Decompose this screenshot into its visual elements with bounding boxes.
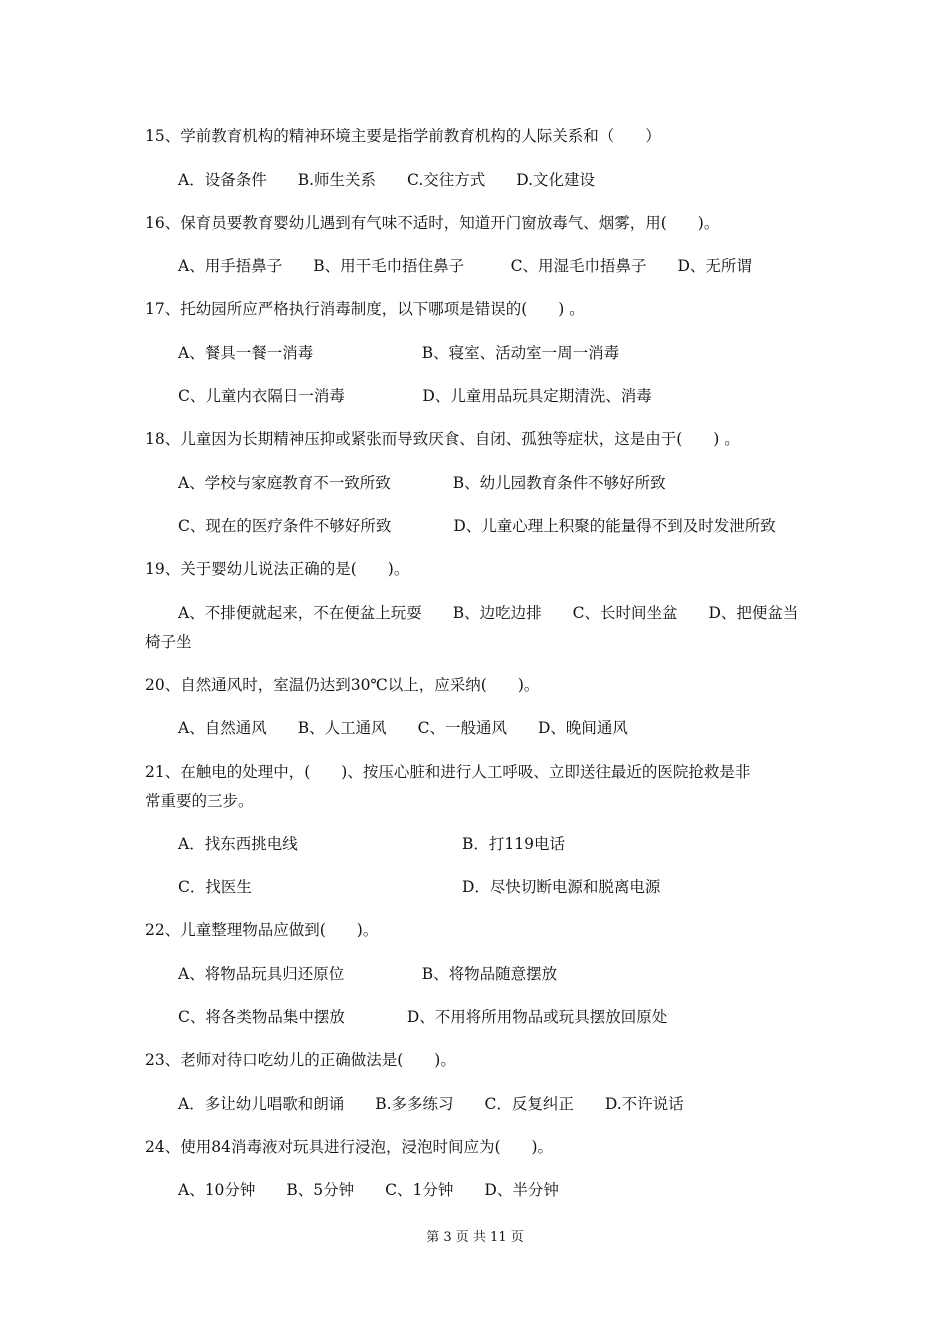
question-24: 24、使用84消毒液对玩具进行浸泡，浸泡时间应为( )。 — [145, 1138, 554, 1156]
options-18-cd: C、现在的医疗条件不够好所致 D、儿童心理上积聚的能量得不到及时发泄所致 — [178, 517, 776, 535]
option-21-d: D．尽快切断电源和脱离电源 — [462, 878, 661, 896]
options-22-cd: C、将各类物品集中摆放 D、不用将所用物品或玩具摆放回原处 — [178, 1008, 668, 1026]
option-21-b: B．打119电话 — [462, 835, 565, 853]
question-16: 16、保育员要教育婴幼儿遇到有气味不适时，知道开门窗放毒气、烟雾，用( )。 — [145, 214, 720, 232]
options-20: A、自然通风 B、人工通风 C、一般通风 D、晚间通风 — [178, 719, 628, 737]
question-21: 21、在触电的处理中，( )、按压心脏和进行人工呼吸、立即送往最近的医院抢救是非 — [145, 763, 751, 781]
options-17-ab: A、餐具一餐一消毒 B、寝室、活动室一周一消毒 — [178, 344, 620, 362]
options-24: A、10分钟 B、5分钟 C、1分钟 D、半分钟 — [178, 1181, 559, 1199]
question-19: 19、关于婴幼儿说法正确的是( )。 — [145, 560, 410, 578]
page-footer: 第 3 页 共 11 页 — [426, 1230, 524, 1245]
options-17-cd: C、儿童内衣隔日一消毒 D、儿童用品玩具定期清洗、消毒 — [178, 387, 652, 405]
question-22: 22、儿童整理物品应做到( )。 — [145, 921, 379, 939]
question-15: 15、学前教育机构的精神环境主要是指学前教育机构的人际关系和（ ） — [145, 127, 661, 145]
question-17: 17、托幼园所应严格执行消毒制度，以下哪项是错误的( ) 。 — [145, 300, 585, 318]
question-21-continued: 常重要的三步。 — [145, 792, 254, 810]
options-15: A．设备条件 B.师生关系 C.交往方式 D.文化建设 — [178, 171, 596, 189]
options-19-continued: 椅子坐 — [145, 633, 192, 651]
question-23: 23、老师对待口吃幼儿的正确做法是( )。 — [145, 1051, 456, 1069]
option-21-c: C．找医生 — [178, 878, 252, 896]
options-23: A．多让幼儿唱歌和朗诵 B.多多练习 C．反复纠正 D.不许说话 — [178, 1095, 684, 1113]
options-19: A、不排便就起来，不在便盆上玩耍 B、边吃边排 C、长时间坐盆 D、把便盆当 — [178, 604, 799, 622]
question-18: 18、儿童因为长期精神压抑或紧张而导致厌食、自闭、孤独等症状，这是由于( ) 。 — [145, 430, 740, 448]
option-21-a: A．找东西挑电线 — [178, 835, 298, 853]
options-16: A、用手捂鼻子 B、用干毛巾捂住鼻子 C、用湿毛巾捂鼻子 D、无所谓 — [178, 257, 752, 275]
options-22-ab: A、将物品玩具归还原位 B、将物品随意摆放 — [178, 965, 558, 983]
options-18-ab: A、学校与家庭教育不一致所致 B、幼儿园教育条件不够好所致 — [178, 474, 666, 492]
question-20: 20、自然通风时，室温仍达到30℃以上，应采纳( )。 — [145, 676, 540, 694]
